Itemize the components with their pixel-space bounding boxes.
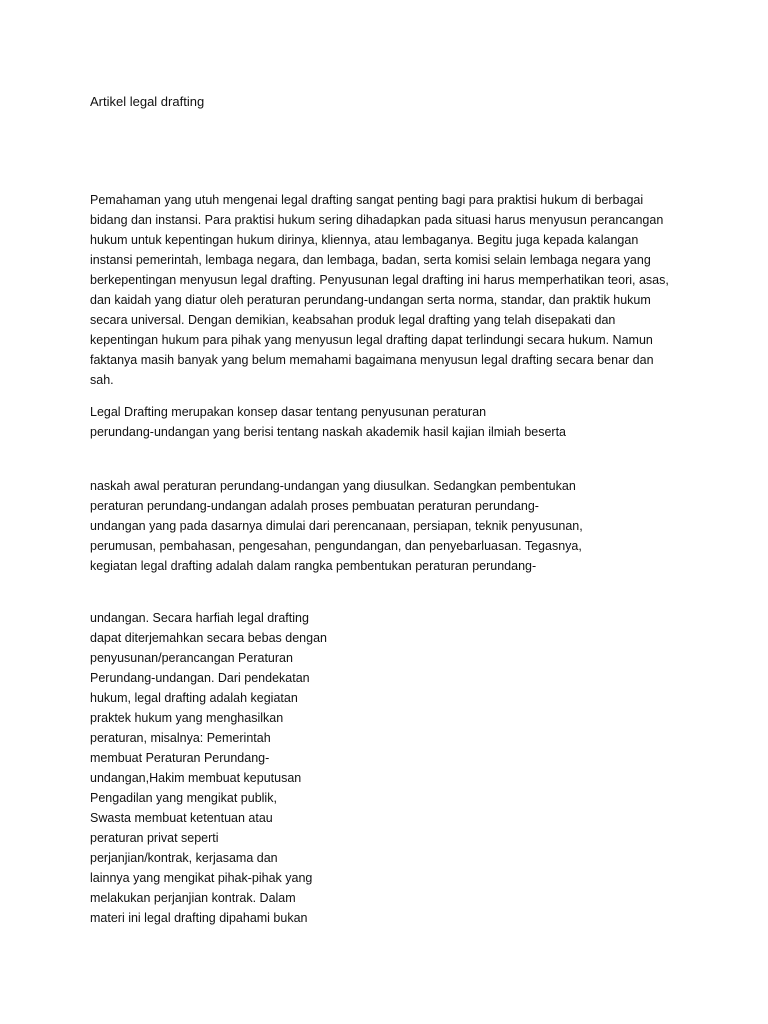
paragraph-line: kegiatan legal drafting adalah dalam rangka pembentukan peraturan perundang- [90, 559, 537, 573]
paragraph-line: Legal Drafting merupakan konsep dasar tentang penyusunan peraturan [90, 405, 487, 419]
paragraph-line: naskah awal peraturan perundang-undangan yang diusulkan. Sedangkan pembentukan [90, 479, 576, 493]
paragraph-literal-meaning [90, 608, 327, 928]
paragraph-line: Swasta membuat ketentuan atau [90, 811, 273, 825]
paragraph-line: peraturan privat seperti [90, 831, 219, 845]
paragraph-line: Perundang-undangan. Dari pendekatan [90, 671, 310, 685]
paragraph-line: undangan. Secara harfiah legal drafting [90, 611, 309, 625]
paragraph-line: hukum, legal drafting adalah kegiatan [90, 691, 298, 705]
paragraph-line: undangan,Hakim membuat keputusan [90, 771, 302, 785]
paragraph-line: bidang dan instansi. Para praktisi hukum sering dihadapkan pada situasi harus menyusun perancangan [90, 213, 664, 227]
paragraph-line: dapat diterjemahkan secara bebas dengan [90, 631, 327, 645]
paragraph-process [90, 476, 583, 576]
document-title: Artikel legal drafting [90, 94, 205, 109]
paragraph-line: lainnya yang mengikat pihak-pihak yang [90, 871, 313, 885]
paragraph-line: Pengadilan yang mengikat publik, [90, 791, 277, 805]
paragraph-line: perjanjian/kontrak, kerjasama dan [90, 851, 278, 865]
paragraph-line: praktek hukum yang menghasilkan [90, 711, 284, 725]
paragraph-line: secara universal. Dengan demikian, keabsahan produk legal drafting yang telah disepakati dan [90, 313, 616, 327]
paragraph-line: materi ini legal drafting dipahami bukan [90, 911, 308, 925]
paragraph-line: peraturan, misalnya: Pemerintah [90, 731, 271, 745]
paragraph-line: perundang-undangan yang berisi tentang naskah akademik hasil kajian ilmiah beserta [90, 425, 567, 439]
paragraph-line: peraturan perundang-undangan adalah proses pembuatan peraturan perundang- [90, 499, 539, 513]
paragraph-line: faktanya masih banyak yang belum memahami bagaimana menyusun legal drafting secara benar dan [90, 353, 654, 367]
paragraph-line: undangan yang pada dasarnya dimulai dari perencanaan, persiapan, teknik penyusunan, [90, 519, 583, 533]
paragraph-line: penyusunan/perancangan Peraturan [90, 651, 293, 665]
paragraph-line: dan kaidah yang diatur oleh peraturan perundang-undangan serta norma, standar, dan praktik hukum [90, 293, 651, 307]
paragraph-line: melakukan perjanjian kontrak. Dalam [90, 891, 296, 905]
paragraph-line: instansi pemerintah, lembaga negara, dan lembaga, badan, serta komisi selain lembaga negara yang [90, 253, 651, 267]
paragraph-line: berkepentingan menyusun legal drafting. Penyusunan legal drafting ini harus memperhatikan teori, asas, [90, 273, 669, 287]
paragraph-definition [90, 402, 566, 442]
paragraph-line: perumusan, pembahasan, pengesahan, pengundangan, dan penyebarluasan. Tegasnya, [90, 539, 582, 553]
paragraph-intro [90, 190, 669, 390]
paragraph-line: hukum untuk kepentingan hukum dirinya, kliennya, atau lembaganya. Begitu juga kepada kalangan [90, 233, 639, 247]
paragraph-line: kepentingan hukum para pihak yang menyusun legal drafting dapat terlindungi secara hukum. Namun [90, 333, 653, 347]
paragraph-line: membuat Peraturan Perundang- [90, 751, 270, 765]
paragraph-line: Pemahaman yang utuh mengenai legal drafting sangat penting bagi para praktisi hukum di berbagai [90, 193, 644, 207]
paragraph-line: sah. [90, 373, 114, 387]
